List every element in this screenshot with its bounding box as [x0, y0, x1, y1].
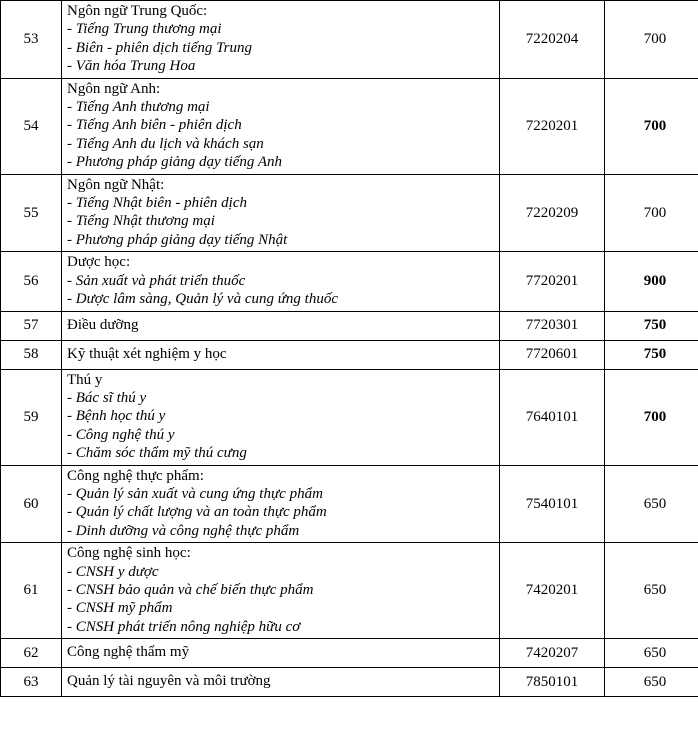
major-title: Quản lý tài nguyên và môi trường	[67, 673, 271, 690]
major-name-cell	[62, 174, 500, 252]
major-code: 7220209	[500, 174, 605, 252]
admission-score: 750	[605, 311, 698, 340]
major-name-cell	[62, 668, 500, 697]
major-title: Điều dưỡng	[67, 316, 139, 333]
major-code: 7420207	[500, 639, 605, 668]
specialization-item: - Tiếng Anh du lịch và khách sạn	[67, 135, 264, 152]
major-title: Công nghệ sinh học:	[67, 545, 191, 562]
admission-score: 750	[605, 340, 698, 369]
table-row	[1, 252, 698, 311]
specialization-item: - Tiếng Anh biên - phiên dịch	[67, 117, 242, 134]
major-name-cell	[62, 78, 500, 174]
major-name-cell	[62, 465, 500, 543]
admission-score: 900	[605, 252, 698, 311]
row-number: 58	[1, 340, 62, 369]
table-row	[1, 311, 698, 340]
specialization-item: - Dược lâm sàng, Quản lý và cung ứng thuốc	[67, 291, 338, 308]
specialization-item: - Chăm sóc thẩm mỹ thú cưng	[67, 445, 247, 462]
specialization-item: - Phương pháp giảng dạy tiếng Anh	[67, 154, 283, 171]
specialization-item: - Văn hóa Trung Hoa	[67, 58, 196, 75]
major-code: 7220204	[500, 1, 605, 79]
major-name-cell	[62, 340, 500, 369]
major-name-cell	[62, 369, 500, 465]
specialization-item: - CNSH y dược	[67, 563, 159, 580]
table-row	[1, 78, 698, 174]
admission-score: 700	[605, 1, 698, 79]
specialization-item: - CNSH mỹ phẩm	[67, 600, 173, 617]
specialization-item: - CNSH bảo quản và chế biến thực phẩm	[67, 581, 314, 598]
table-row	[1, 1, 698, 79]
row-number: 62	[1, 639, 62, 668]
major-title: Thú y	[67, 371, 103, 388]
specialization-item: - Biên - phiên dịch tiếng Trung	[67, 39, 252, 56]
admission-score: 650	[605, 668, 698, 697]
row-number: 61	[1, 543, 62, 639]
major-name-cell	[62, 639, 500, 668]
majors-table-body	[1, 1, 698, 697]
major-code: 7220201	[500, 78, 605, 174]
major-code: 7720201	[500, 252, 605, 311]
table-row	[1, 174, 698, 252]
table-row	[1, 639, 698, 668]
major-code: 7640101	[500, 369, 605, 465]
row-number: 59	[1, 369, 62, 465]
admission-score: 650	[605, 639, 698, 668]
table-row	[1, 369, 698, 465]
admission-score: 700	[605, 174, 698, 252]
major-code: 7720601	[500, 340, 605, 369]
row-number: 57	[1, 311, 62, 340]
specialization-item: - Bệnh học thú y	[67, 408, 166, 425]
major-title: Ngôn ngữ Anh:	[67, 80, 161, 97]
major-title: Công nghệ thực phẩm:	[67, 467, 204, 484]
specialization-item: - Quản lý chất lượng và an toàn thực phẩm	[67, 504, 327, 521]
admission-score: 700	[605, 369, 698, 465]
specialization-item: - Quản lý sản xuất và cung ứng thực phẩm	[67, 485, 323, 502]
specialization-item: - Tiếng Trung thương mại	[67, 21, 222, 38]
table-row	[1, 668, 698, 697]
row-number: 56	[1, 252, 62, 311]
specialization-item: - Sản xuất và phát triển thuốc	[67, 272, 246, 289]
table-row	[1, 465, 698, 543]
specialization-item: - Tiếng Nhật thương mại	[67, 213, 215, 230]
major-name-cell	[62, 543, 500, 639]
major-name-cell	[62, 1, 500, 79]
row-number: 63	[1, 668, 62, 697]
major-name-cell	[62, 252, 500, 311]
specialization-item: - CNSH phát triển nông nghiệp hữu cơ	[67, 618, 301, 635]
major-code: 7720301	[500, 311, 605, 340]
specialization-item: - Bác sĩ thú y	[67, 389, 147, 406]
admission-score: 650	[605, 465, 698, 543]
major-title: Kỹ thuật xét nghiệm y học	[67, 345, 227, 362]
major-code: 7420201	[500, 543, 605, 639]
admission-score: 700	[605, 78, 698, 174]
row-number: 60	[1, 465, 62, 543]
specialization-item: - Phương pháp giảng dạy tiếng Nhật	[67, 231, 288, 248]
specialization-item: - Công nghệ thú y	[67, 426, 175, 443]
admission-score: 650	[605, 543, 698, 639]
table-row	[1, 340, 698, 369]
specialization-item: - Tiếng Nhật biên - phiên dịch	[67, 195, 247, 212]
major-title: Ngôn ngữ Trung Quốc:	[67, 3, 208, 19]
specialization-item: - Dinh dưỡng và công nghệ thực phẩm	[67, 522, 300, 539]
major-code: 7850101	[500, 668, 605, 697]
table-row	[1, 543, 698, 639]
specialization-item: - Tiếng Anh thương mại	[67, 99, 210, 116]
major-title: Dược học:	[67, 254, 131, 271]
row-number: 55	[1, 174, 62, 252]
row-number: 53	[1, 1, 62, 79]
major-code: 7540101	[500, 465, 605, 543]
major-title: Công nghệ thẩm mỹ	[67, 644, 190, 661]
major-name-cell	[62, 311, 500, 340]
row-number: 54	[1, 78, 62, 174]
major-title: Ngôn ngữ Nhật:	[67, 176, 165, 193]
